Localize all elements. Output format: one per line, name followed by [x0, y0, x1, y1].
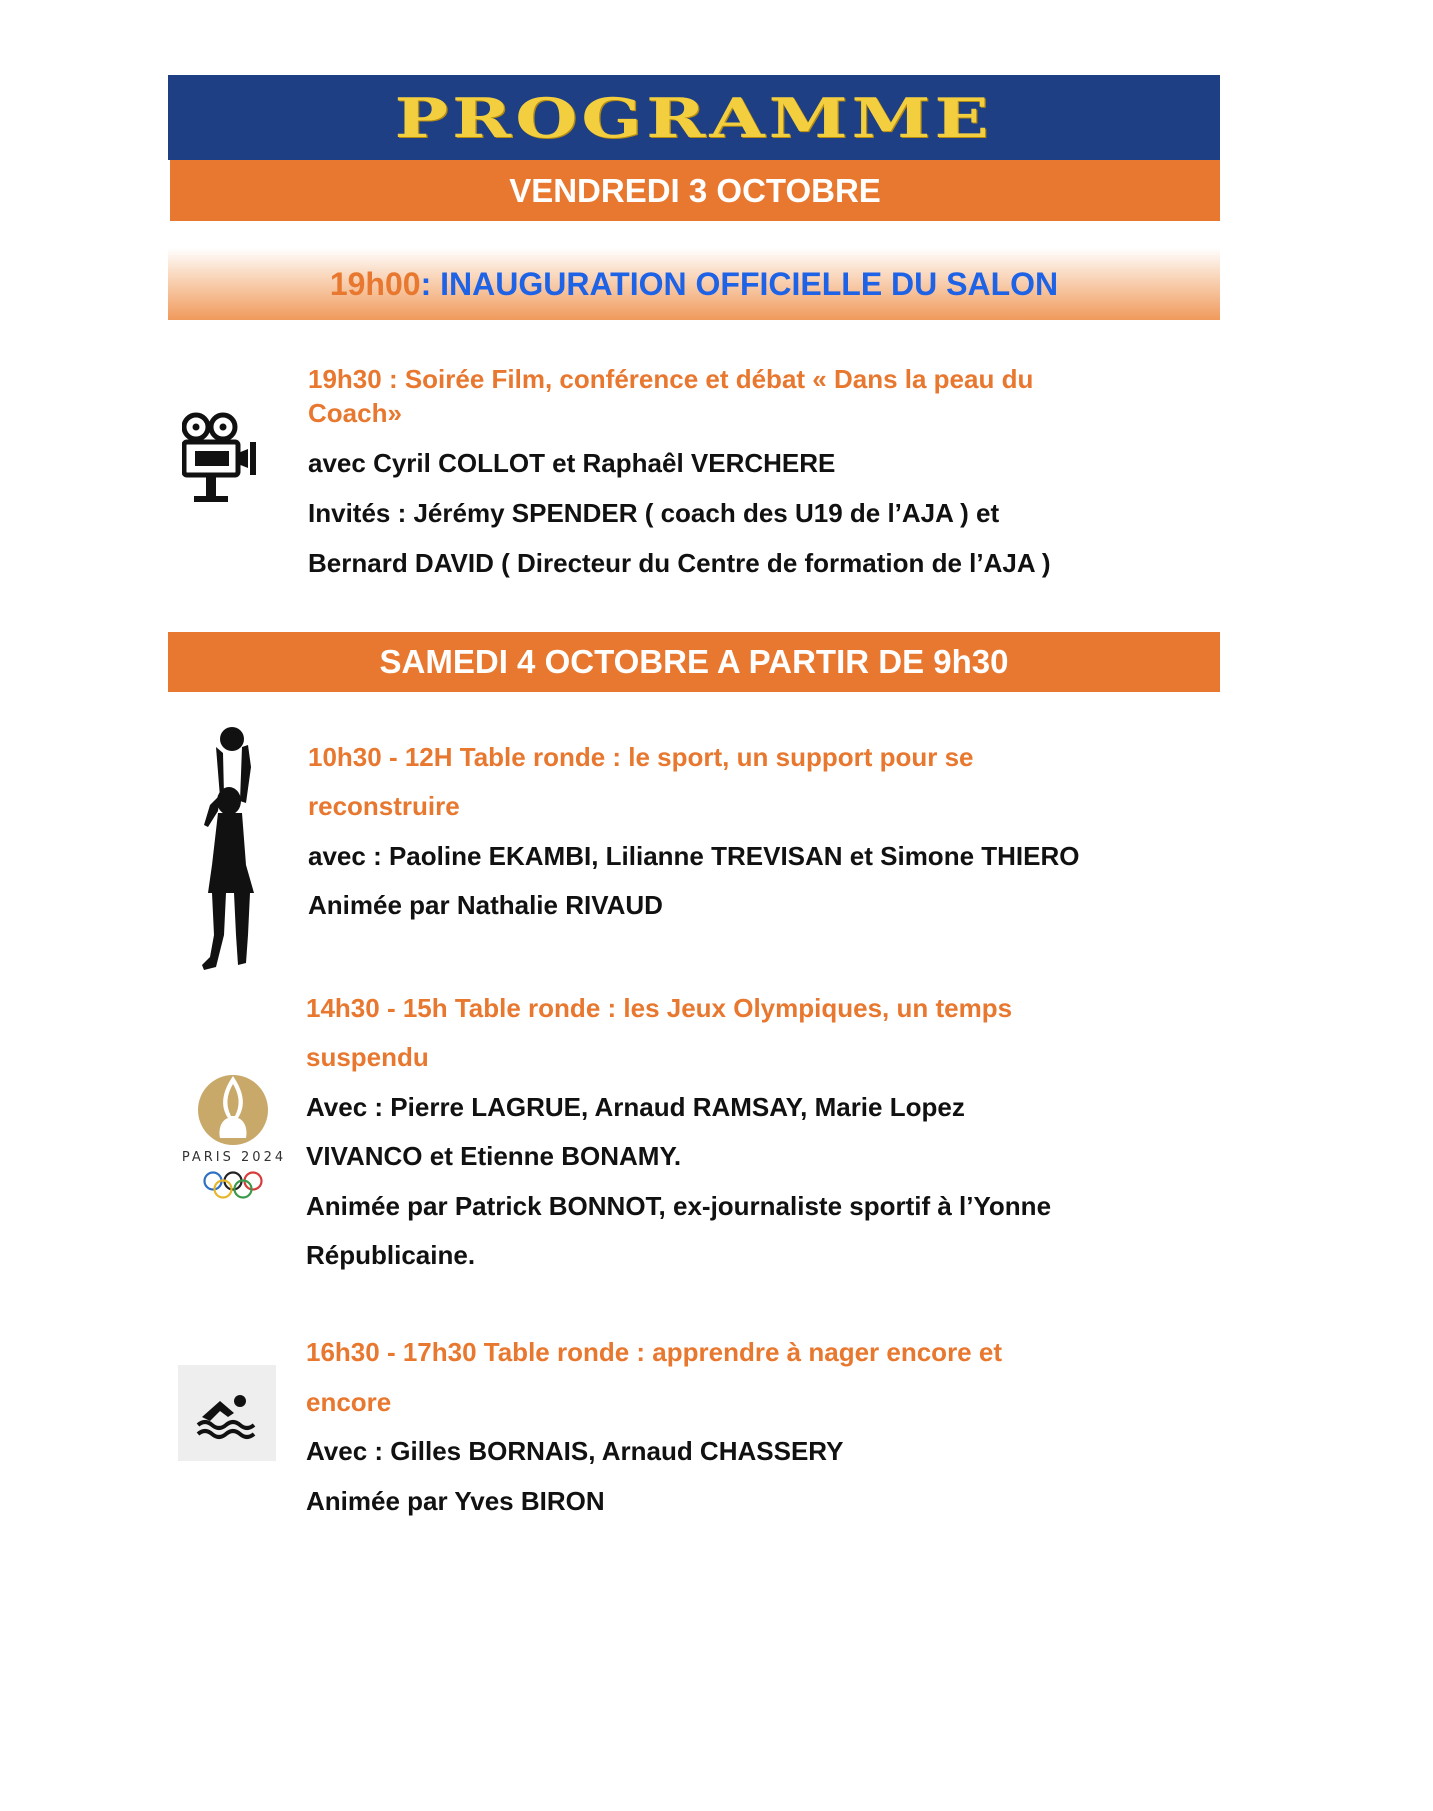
paris-2024-flame-icon — [176, 1072, 292, 1204]
friday-banner — [170, 160, 1220, 221]
saturday-banner — [168, 632, 1220, 692]
event-4-detail-line-1: Avec : Gilles BORNAIS, Arnaud CHASSERY — [306, 1436, 844, 1466]
friday-label: VENDREDI 3 OCTOBRE — [509, 171, 881, 209]
event-3-title-line-1: 14h30 - 15h Table ronde : les Jeux Olympiques, un temps — [306, 993, 1013, 1023]
saturday-label: SAMEDI 4 OCTOBRE A PARTIR DE 9h30 — [379, 643, 1009, 680]
event-2-title-line-1: 10h30 - 12H Table ronde : le sport, un support pour se — [308, 742, 974, 772]
event-3-title-line-2: suspendu — [306, 1042, 429, 1072]
event-1-detail-line-2: Invités : Jérémy SPENDER ( coach des U19 de l’AJA ) et — [308, 498, 1000, 528]
event-3-detail-line-1: Avec : Pierre LAGRUE, Arnaud RAMSAY, Marie Lopez — [306, 1092, 965, 1122]
event-2-detail-line-1: avec : Paoline EKAMBI, Lilianne TREVISAN et Simone THIERO — [308, 841, 1080, 871]
film-camera-icon — [182, 410, 272, 510]
programme-title: PROGRAMME — [394, 85, 994, 150]
event-1-title-line-1: 19h30 : Soirée Film, conférence et débat « Dans la peau du — [308, 364, 1034, 394]
event-2-title-line-2: reconstruire — [308, 791, 460, 821]
paris-2024-label: PARIS 2024 — [181, 1150, 287, 1165]
event-3-detail-line-3: Animée par Patrick BONNOT, ex-journaliste sportif à l’Yonne — [306, 1191, 1052, 1221]
event-1-title-line-2: Coach» — [308, 398, 402, 428]
event-4-title-line-1: 16h30 - 17h30 Table ronde : apprendre à nager encore et — [306, 1337, 1002, 1367]
inauguration-banner — [168, 248, 1220, 320]
event-3-detail-line-4: Républicaine. — [306, 1240, 476, 1270]
event-1-detail-line-3: Bernard DAVID ( Directeur du Centre de formation de l’AJA ) — [308, 548, 1051, 578]
event-2-detail-line-2: Animée par Nathalie RIVAUD — [308, 890, 663, 920]
event-4-detail-line-2: Animée par Yves BIRON — [306, 1486, 605, 1516]
paris-2024-logo — [176, 1072, 292, 1204]
event-1-detail-line-1: avec Cyril COLLOT et Raphaêl VERCHERE — [308, 448, 836, 478]
swimmer-icon — [178, 1365, 276, 1461]
event-4-title-line-2: encore — [306, 1387, 392, 1417]
event-3-detail-line-2: VIVANCO et Etienne BONAMY. — [306, 1141, 682, 1171]
inauguration-label: : INAUGURATION OFFICIELLE DU SALON — [420, 265, 1059, 302]
programme-banner — [168, 75, 1220, 160]
basketball-player-icon — [190, 725, 280, 975]
inauguration-time: 19h00 — [329, 265, 421, 302]
